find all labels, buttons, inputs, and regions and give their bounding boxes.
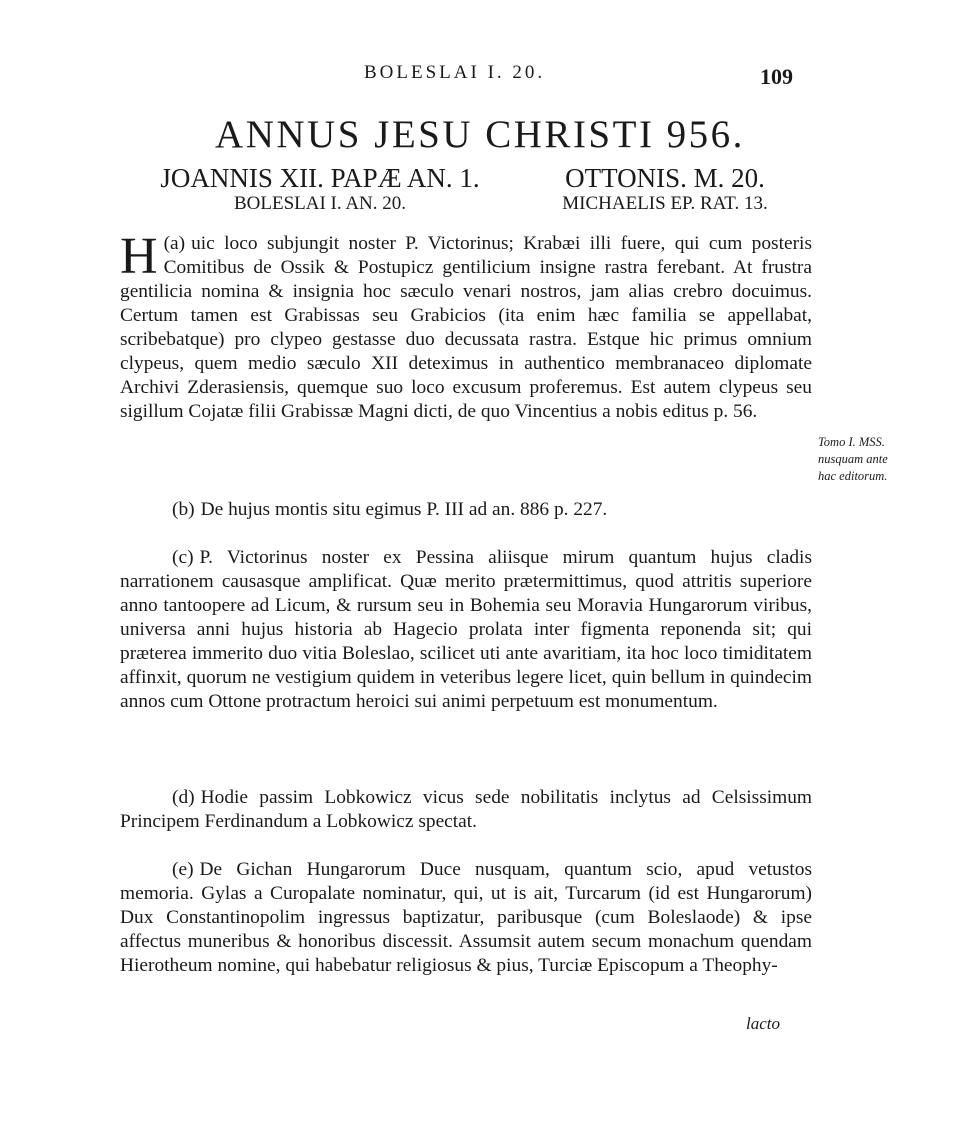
footnote-marker: (a)	[163, 233, 186, 254]
footnote-c	[120, 546, 812, 714]
margin-note-line: hac editorum.	[818, 469, 888, 483]
footnote-text: uic loco subjungit noster P. Victorinus; Krabæi illi fuere, qui cum posteris Comitibus de Ossik & Postupicz gentilicium insigne rastra ferebant. At frustra gentilicia nomina & insignia hoc sæculo venari nostros, jam alias crebro docuimus. Certum tamen est Grabissas seu Grabicios (ita enim hæc familia se appellabat, scribebatque) pro clypeo gestasse duo decussata rastra. Estque hic primus omnium clypeus, quem medio sæculo XII deteximus in authentico membranaceo diplomate Archivi Zderasiensis, quemque suo loco excusum proferemus. Est autem clypeus seu sigillum Cojatæ filii Grabissæ Magni dicti, de quo Vincentius a nobis editus p. 56.	[120, 233, 812, 422]
duke-year: BOLESLAI I. AN. 20.	[233, 193, 407, 214]
footnote-marker: (e)	[172, 859, 194, 880]
footnote-a	[120, 228, 812, 424]
footnote-b	[120, 498, 864, 522]
year-heading: ANNUS JESU CHRISTI 956.	[215, 113, 745, 156]
footnote-marker: (c)	[172, 547, 194, 568]
footnote-text: Hodie passim Lobkowicz vicus sede nobilitatis inclytus ad Celsissimum Principem Ferdinandum a Lobkowicz spectat.	[120, 787, 812, 832]
catchword: lacto	[746, 1014, 780, 1033]
footnote-marker: (d)	[172, 787, 195, 808]
regnal-years-right	[500, 164, 830, 215]
footnote-text: De hujus montis situ egimus P. III ad an. 886 p. 227.	[200, 499, 608, 520]
footnote-text: De Gichan Hungarorum Duce nusquam, quantum scio, apud vetustos memoria. Gylas a Curopalate nominatur, qui, ut is ait, Turcarum (id est Hungarorum) Dux Constantinopolim ingressus baptizatur, paribusque (cum Boleslaode) & ipse affectus muneribus & honoribus discessit. Assumsit autem secum monachum quendam Hierotheum nomine, qui habebatur religiosus & pius, Turciæ Episcopum a Theophy-	[120, 859, 812, 976]
pope-year: JOANNIS XII. PAPÆ AN. 1.	[160, 163, 480, 193]
footnote-marker: (b)	[172, 499, 195, 520]
page-number: 109	[760, 64, 793, 89]
margin-note-line: Tomo I. MSS.	[818, 435, 885, 449]
bishop-year: MICHAELIS EP. RAT. 13.	[562, 193, 768, 214]
emperor-year: OTTONIS. M. 20.	[565, 163, 765, 193]
footnote-d	[120, 786, 812, 834]
drop-cap: H	[120, 228, 158, 285]
footnote-text: P. Victorinus noster ex Pessina aliisque mirum quantum hujus cladis narrationem causasque amplificat. Quæ merito prætermittimus, quod attritis superiore anno tantoopere ad Licum, & rursum seu in Bohemia seu Moravia Hungarorum viribus, universa anni hujus historia ab Hagecio prolata inter figmenta reponenda sit; qui præterea immerito duo vitia Boleslao, scilicet uti ante avaritiam, ita hoc loco timiditatem affinxit, quorum ne vestigium quidem in veteribus legere licet, quin bellum in quindecim annos cum Ottone protractum heroici sui animi perpetuum est monumentum.	[120, 547, 812, 712]
footnote-e	[120, 858, 812, 978]
regnal-years-left	[120, 164, 520, 215]
margin-note	[818, 434, 938, 485]
running-head	[0, 62, 960, 92]
running-title: BOLESLAI I. 20.	[364, 62, 546, 83]
margin-note-line: nusquam ante	[818, 452, 888, 466]
